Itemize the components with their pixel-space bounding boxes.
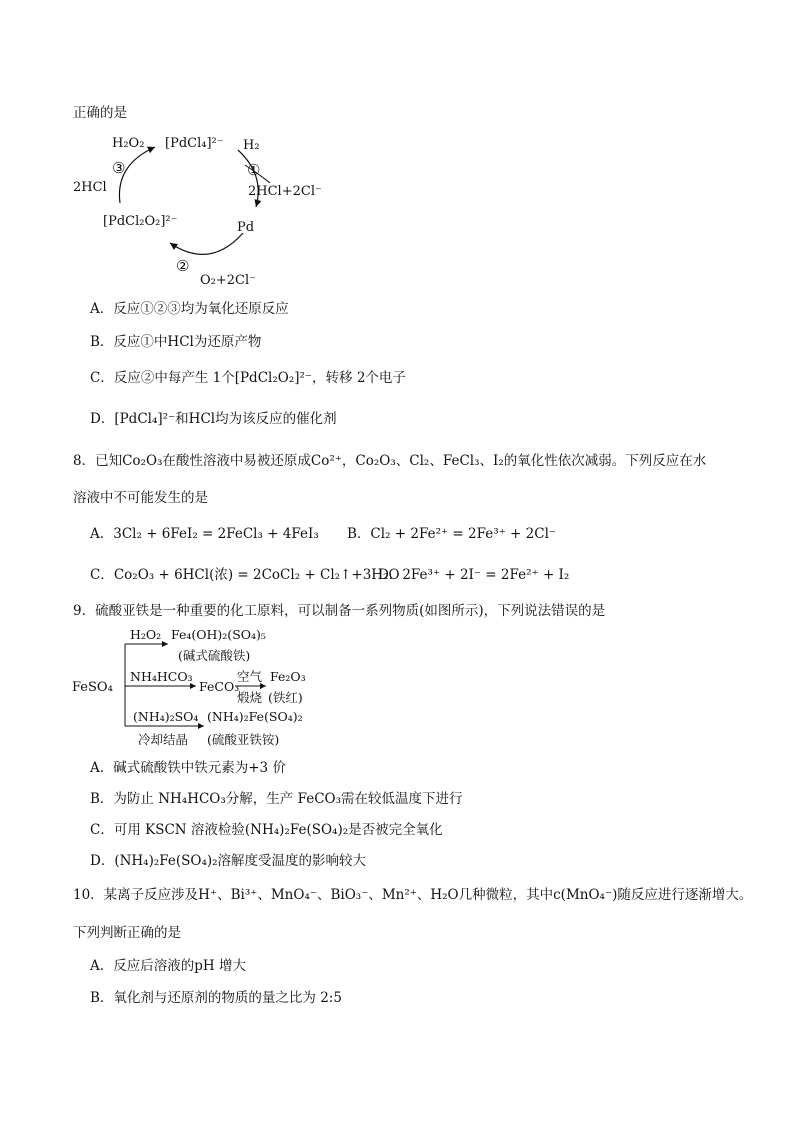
q8-option-a: A．3Cl₂ + 6FeI₂ = 2FeCl₃ + 4FeI₃ — [90, 526, 319, 542]
product-2hcl-2cl: 2HCl+2Cl⁻ — [248, 184, 322, 199]
species-left: [PdCl₂O₂]²⁻ — [103, 214, 178, 229]
arc-step2 — [170, 233, 243, 254]
q9-stem: 9．硫酸亚铁是一种重要的化工原料，可以制备一系列物质(如图所示)，下列说法错误的是 — [73, 603, 606, 619]
species-pd: Pd — [237, 220, 255, 235]
q7-option-d: D．[PdCl₄]²⁻和HCl均为该反应的催化剂 — [90, 411, 337, 427]
catalytic-cycle-diagram — [60, 125, 360, 295]
feso4-label: FeSO₄ — [72, 680, 113, 695]
species-2hcl: 2HCl — [73, 180, 107, 195]
step-3-label: ③ — [112, 159, 126, 177]
q9-option-a: A．碱式硫酸铁中铁元素为+3 价 — [90, 760, 286, 776]
species-h2: H₂ — [243, 138, 260, 153]
reagent-nh4hco3: NH₄HCO₃ — [130, 669, 193, 684]
q10-stem-line1: 10．某离子反应涉及H⁺、Bi³⁺、MnO₄⁻、BiO₃⁻、Mn²⁺、H₂O几种微粒，其中c(MnO₄⁻)随反应进行逐渐增大。 — [73, 887, 753, 903]
condition-cool-crystallize: 冷却结晶 — [138, 732, 189, 747]
product-fe2o3-name: (铁红) — [268, 690, 303, 705]
product-feco3: FeCO₃ — [199, 679, 240, 694]
q9-option-b: B．为防止 NH₄HCO₃分解，生产 FeCO₃需在较低温度下进行 — [90, 791, 463, 807]
product-ammonium-ferrous-sulfate: (NH₄)₂Fe(SO₄)₂ — [207, 709, 303, 724]
q9-option-d: D．(NH₄)₂Fe(SO₄)₂溶解度受温度的影响较大 — [90, 853, 367, 869]
product-ammonium-ferrous-sulfate-name: (硫酸亚铁铵) — [207, 732, 280, 747]
condition-air: 空气 — [237, 669, 263, 684]
q7-option-c: C．反应②中每产生 1个[PdCl₂O₂]²⁻，转移 2个电子 — [90, 370, 406, 386]
q7-option-b: B．反应①中HCl为还原产物 — [90, 334, 262, 350]
q8-option-d: D．2Fe³⁺ + 2I⁻ = 2Fe²⁺ + I₂ — [378, 567, 570, 583]
q8-option-c: C．Co₂O₃ + 6HCl(浓) = 2CoCl₂ + Cl₂↑+3H₂O — [90, 567, 400, 583]
step-1-label: ① — [247, 161, 261, 179]
species-h2o2: H₂O₂ — [112, 136, 145, 151]
q8-stem-line2: 溶液中不可能发生的是 — [73, 490, 208, 506]
product-fe2o3: Fe₂O₃ — [270, 669, 306, 684]
ferrous-sulfate-flow-diagram — [70, 622, 390, 752]
q10-stem-line2: 下列判断正确的是 — [73, 925, 181, 941]
q7-stem-tail: 正确的是 — [73, 105, 127, 121]
q10-option-a: A．反应后溶液的pH 增大 — [90, 958, 246, 974]
reagent-nh42so4: (NH₄)₂SO₄ — [133, 709, 199, 724]
product-basic-ferric-sulfate-name: (碱式硫酸铁) — [178, 648, 251, 663]
q8-stem-line1: 8．已知Co₂O₃在酸性溶液中易被还原成Co²⁺，Co₂O₃、Cl₂、FeCl₃、I₂的氧化性依次减弱。下列反应在水 — [73, 453, 707, 469]
species-top: [PdCl₄]²⁻ — [165, 136, 224, 151]
step-2-label: ② — [176, 257, 190, 275]
product-basic-ferric-sulfate: Fe₄(OH)₂(SO₄)₅ — [171, 627, 266, 642]
reagent-h2o2: H₂O₂ — [130, 627, 162, 642]
q8-option-b: B．Cl₂ + 2Fe²⁺ = 2Fe³⁺ + 2Cl⁻ — [347, 526, 557, 542]
q10-option-b: B．氧化剂与还原剂的物质的量之比为 2:5 — [90, 990, 342, 1006]
q7-option-a: A．反应①②③均为氧化还原反应 — [90, 301, 289, 317]
condition-calcine: 煅烧 — [237, 690, 263, 705]
q9-option-c: C．可用 KSCN 溶液检验(NH₄)₂Fe(SO₄)₂是否被完全氧化 — [90, 822, 443, 838]
species-o2-2cl: O₂+2Cl⁻ — [200, 273, 256, 288]
